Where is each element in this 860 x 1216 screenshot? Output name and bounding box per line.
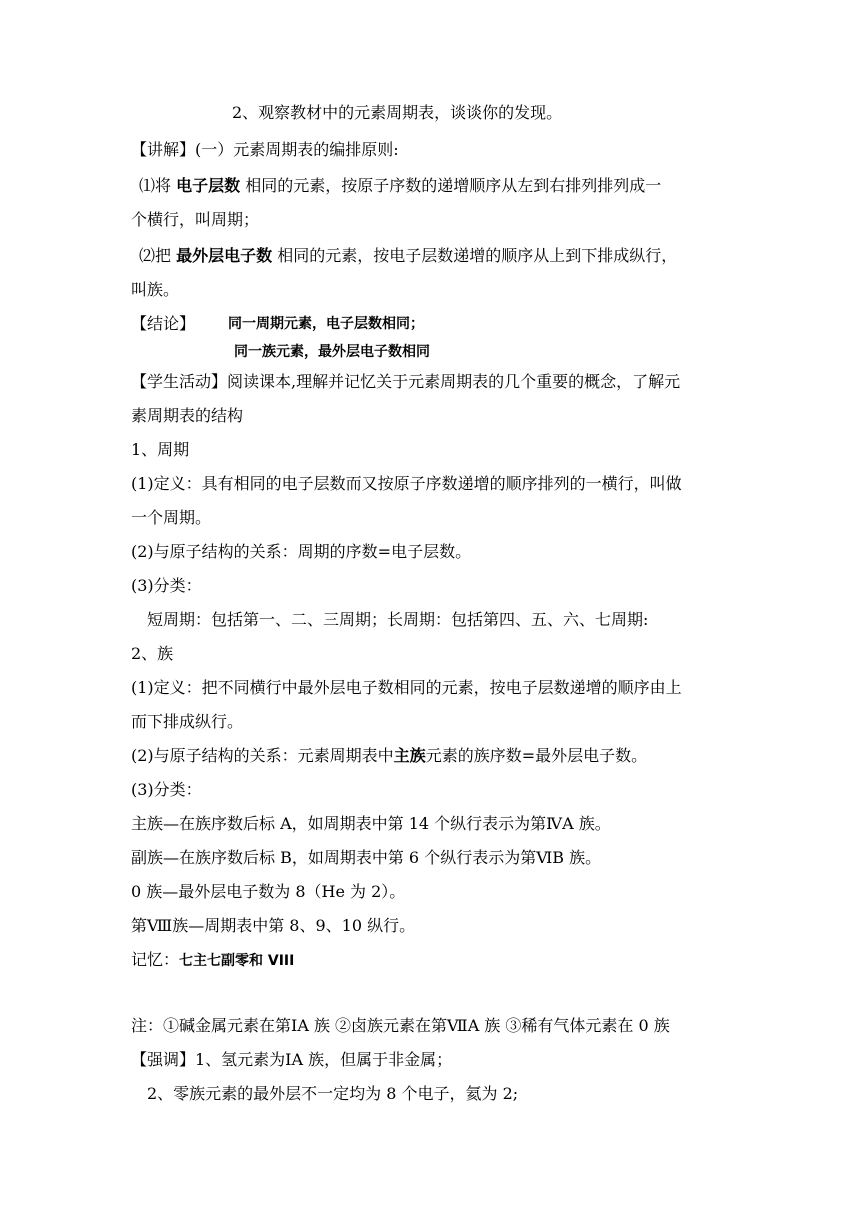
group-eight-line: 第Ⅷ族—周期表中第 8、9、10 纵行。 <box>131 916 416 935</box>
principle-1-text: 相同的元素，按原子序数的递增顺序从左到右排列排列成一 <box>240 176 662 195</box>
group-relation-keyword: 主族 <box>393 746 426 765</box>
group-classification-heading: (3)分类： <box>131 780 202 799</box>
group-relation-text: 元素的族序数=最外层电子数。 <box>425 746 648 765</box>
student-activity-continuation: 素周期表的结构 <box>131 406 244 425</box>
emphasis-line-2: 2、零族元素的最外层不一定均为 8 个电子，氦为 2; <box>147 1084 519 1103</box>
principle-1-keyword: 电子层数 <box>176 176 241 195</box>
emphasis-line-1: 【强调】1、氢元素为ⅠA 族，但属于非金属； <box>131 1050 453 1069</box>
conclusion-group: 同一族元素，最外层电子数相同 <box>234 344 430 360</box>
principle-2-text: 相同的元素，按电子层数递增的顺序从上到下排成纵行， <box>272 246 678 265</box>
conclusion-period: 同一周期元素，电子层数相同； <box>228 316 424 332</box>
period-classification: 短周期：包括第一、二、三周期；长周期：包括第四、五、六、七周期: <box>147 610 649 629</box>
section-period-heading: 1、周期 <box>131 440 190 459</box>
group-definition-continuation: 而下排成纵行。 <box>131 712 244 731</box>
principle-2-keyword: 最外层电子数 <box>176 246 273 265</box>
explanation-heading: 【讲解】(一）元素周期表的编排原则: <box>131 140 399 159</box>
zero-group-line: 0 族—最外层电子数为 8（He 为 2）。 <box>131 882 406 901</box>
principle-2-continuation: 叫族。 <box>131 280 180 299</box>
memory-line <box>131 950 731 971</box>
period-classification-heading: (3)分类： <box>131 576 202 595</box>
section-group-heading: 2、族 <box>131 644 174 663</box>
memory-label: 记忆： <box>131 950 180 969</box>
memory-phrase: 七主七副零和 VIII <box>179 953 295 969</box>
group-relation <box>131 746 731 766</box>
principle-1-line <box>139 176 739 196</box>
principle-2-line <box>139 246 739 266</box>
group-definition: (1)定义：把不同横行中最外层电子数相同的元素，按电子层数递增的顺序由上 <box>131 678 682 697</box>
period-definition-continuation: 一个周期。 <box>131 508 212 527</box>
principle-2-prefix: ⑵把 <box>139 246 177 265</box>
conclusion-label: 【结论】 <box>131 314 196 333</box>
principle-1-continuation: 个横行，叫周期； <box>131 210 260 229</box>
group-relation-prefix: (2)与原子结构的关系：元素周期表中 <box>131 746 394 765</box>
main-group-line: 主族—在族序数后标 A，如周期表中第 14 个纵行表示为第ⅣA 族。 <box>131 814 611 833</box>
period-definition: (1)定义：具有相同的电子层数而又按原子序数递增的顺序排列的一横行，叫做 <box>131 474 682 493</box>
period-relation: (2)与原子结构的关系：周期的序数=电子层数。 <box>131 542 472 561</box>
principle-1-prefix: ⑴将 <box>139 176 177 195</box>
student-activity-line: 【学生活动】阅读课本,理解并记忆关于元素周期表的几个重要的概念，了解元 <box>131 372 681 391</box>
sub-group-line: 副族—在族序数后标 B，如周期表中第 6 个纵行表示为第ⅥB 族。 <box>131 848 602 867</box>
instruction-line-2: 2、观察教材中的元素周期表，谈谈你的发现。 <box>232 103 563 122</box>
note-line: 注：①碱金属元素在第ⅠA 族 ②卤族元素在第ⅦA 族 ③稀有气体元素在 0 族 <box>131 1016 670 1035</box>
